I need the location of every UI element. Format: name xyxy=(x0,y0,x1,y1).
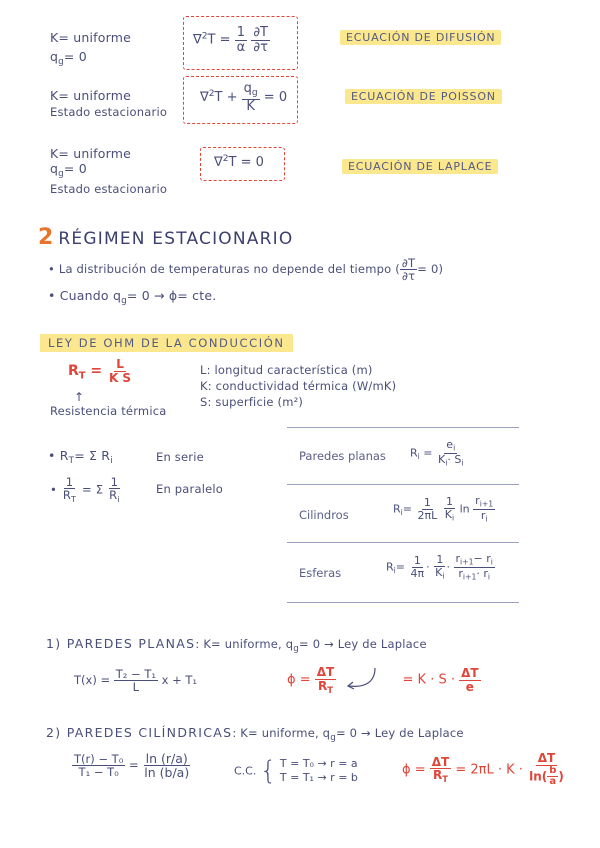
cilindricas-temperature-profile: $\frac{\text{T(r) − T₀}}{\text{T₁ − T₀}}$ = $\frac{\ln (r/a)}{\ln (b/a)}$ xyxy=(74,751,190,781)
row3-cond-k: K= uniforme xyxy=(50,146,131,161)
row2-cond-k: K= uniforme xyxy=(50,88,131,103)
row1-conditions xyxy=(50,28,131,72)
cilindricas-heat-flux: ϕ = $\frac{\Delta T}{R_T}$ = 2πL · K · ΔT ln( $\frac{b}{a}$ ) xyxy=(402,751,564,788)
table-row-esferas-formula: $R_i=$ $\frac{1}{4\pi}$ · $\frac{1}{K_i}$ · $\frac{r_{i+1}- r_i}{r_{i+1}\cdot r_i}$ xyxy=(386,552,493,582)
laplace-equation: ∇$^2$T = 0 xyxy=(214,154,264,170)
section2-bullet1: • La distribución de temperaturas no depende del tiempo ( $\frac{\partial T}{\partial\tau}$ = 0) xyxy=(48,256,444,284)
planas-temperature-profile: T(x) = $\frac{\text{T₂ − T₁}}{L}$ x + T₁ xyxy=(74,667,198,695)
table-row-planas-formula: $R_i$ = $\frac{e_i}{K_i\cdot S_i}$ xyxy=(410,438,464,468)
cilindricas-heading: 2) PAREDES CILÍNDRICAS: K= uniforme, $q_g= 0$ → Ley de Laplace xyxy=(46,725,464,744)
parallel-rule: • $\frac{1}{R_T}$ = Σ $\frac{1}{R_i}$ xyxy=(50,475,120,504)
row1-cond-k: K= uniforme xyxy=(50,30,131,45)
cc-outer: T = T₁ → r = b xyxy=(279,771,358,784)
parallel-label: En paralelo xyxy=(156,482,224,496)
diffusion-label: ECUACIÓN DE DIFUSIÓN xyxy=(340,26,501,45)
row2-conditions xyxy=(50,88,167,120)
section2-bullet2: • Cuando $q_g= 0 \to \phi=$ cte. xyxy=(48,288,217,307)
ohm-title: LEY DE OHM DE LA CONDUCCIÓN xyxy=(40,332,293,351)
ohm-formula: $R_T$ = $\frac{L}{\text{K S}}$ xyxy=(68,357,132,385)
poisson-label: ECUACIÓN DE POISSON xyxy=(345,85,502,104)
row3-cond-stationary: Estado estacionario xyxy=(50,182,168,197)
row2-cond-stationary: Estado estacionario xyxy=(50,105,168,119)
table-rule-3 xyxy=(287,542,519,543)
row1-cond-qg: $q_g= 0$ xyxy=(50,49,87,68)
ohm-def-K: K: conductividad térmica (W/mK) xyxy=(200,379,397,393)
ohm-def-L: L: longitud característica (m) xyxy=(200,363,373,377)
table-rule-2 xyxy=(287,484,519,485)
table-rule-4 xyxy=(287,602,519,603)
planas-heat-flux: ϕ = $\frac{\Delta T}{R_T}$ = K · S · $\frac{\Delta T}{e}$ xyxy=(287,665,479,695)
table-row-cilindros-formula: $R_i=$ $\frac{1}{2\pi L}$ $\frac{1}{K_i}$ ln $\frac{r_{i+1}}{r_i}$ xyxy=(393,494,494,524)
cilindricas-boundary-conditions: C.C. { T = T₀ → r = a T = T₁ → r = b xyxy=(234,756,358,786)
ohm-definitions xyxy=(200,362,396,410)
laplace-label: ECUACIÓN DE LAPLACE xyxy=(342,155,498,174)
row3-cond-qg: $q_g= 0$ xyxy=(50,161,87,180)
table-row-cilindros-label: Cilindros xyxy=(299,508,349,522)
planas-curved-arrow-icon xyxy=(345,664,379,692)
ohm-def-S: S: superficie (m²) xyxy=(200,395,304,409)
table-rule-1 xyxy=(287,427,519,428)
section2-heading: 2 RÉGIMEN ESTACIONARIO xyxy=(38,225,294,250)
poisson-equation: ∇$^2$T + $\frac{q_g}{K}$ = 0 xyxy=(200,81,288,114)
ohm-resistance-label: Resistencia térmica xyxy=(50,404,167,418)
series-rule: • $R_T= \Sigma$ $R_i$ xyxy=(48,448,113,467)
table-row-planas-label: Paredes planas xyxy=(299,449,386,463)
ohm-arrow: ↑ xyxy=(74,390,85,404)
cc-inner: T = T₀ → r = a xyxy=(279,757,358,770)
planas-heading: 1) PAREDES PLANAS: K= uniforme, $q_g= 0$ → Ley de Laplace xyxy=(46,636,427,655)
row3-conditions xyxy=(50,146,167,197)
diffusion-equation: ∇$^2$T = $\frac{1}{\alpha}$ $\frac{\partial T}{\partial\tau}$ xyxy=(193,25,268,55)
series-label: En serie xyxy=(156,450,204,464)
table-row-esferas-label: Esferas xyxy=(299,566,342,580)
